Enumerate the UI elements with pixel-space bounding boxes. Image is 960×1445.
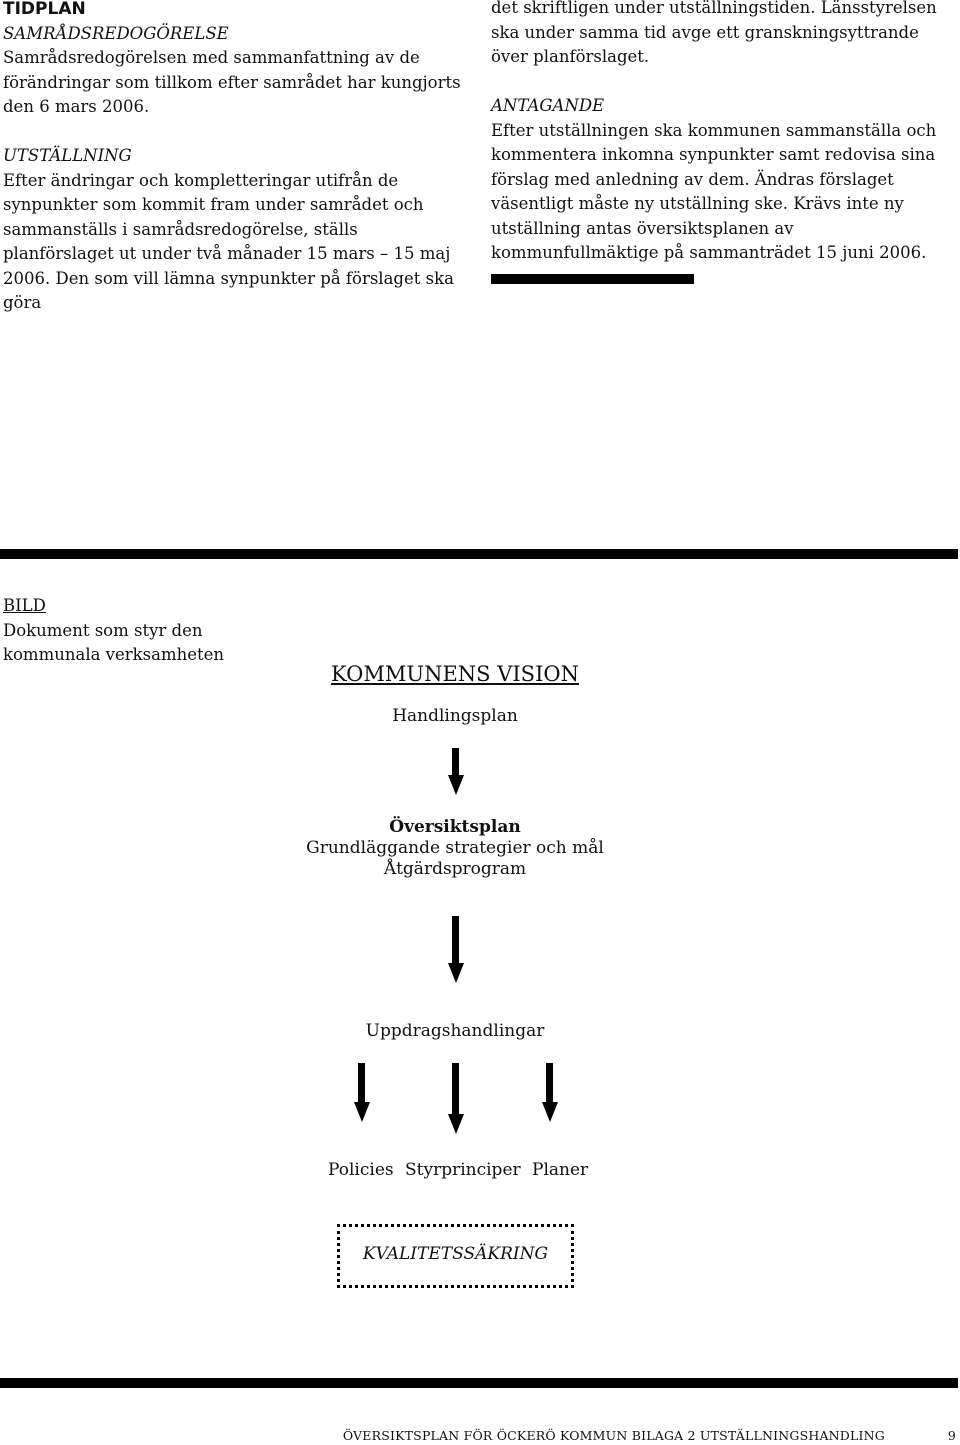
right-column xyxy=(491,0,957,266)
left-column xyxy=(3,0,473,316)
antagande-text: Efter utställningen ska kommunen sammanställa och kommentera inkomna synpunkter samt redovisa sina förslag med anledning av dem. Ändras förslaget väsentligt måste ny utställning ske. Krävs inte ny utställning antas översiktsplanen av kommunfullmäktige på sammanträdet 15 juni 2006. xyxy=(491,120,937,262)
uppdragshandlingar-label: Uppdragshandlingar xyxy=(365,1021,545,1041)
planer-label: Planer xyxy=(532,1160,589,1180)
utstallning-continued-text: det skriftligen under utställningstiden. Länsstyrelsen ska under samma tid avge ett granskningsyttrande över planförslaget. xyxy=(491,0,937,66)
footer-title: ÖVERSIKTSPLAN FÖR ÖCKERÖ KOMMUN BILAGA 2 UTSTÄLLNINGSHANDLING xyxy=(342,1428,885,1443)
bottom-divider xyxy=(0,1378,958,1388)
atgardsprogram-label: Åtgärdsprogram xyxy=(383,859,527,879)
styrprinciper-label: Styrprinciper xyxy=(405,1160,521,1180)
kvalitetssakring-label: KVALITETSSÄKRING xyxy=(362,1244,549,1264)
samrad-text: Samrådsredogörelsen med sammanfattning av de förändringar som tillkom efter samrådet har kungjorts den 6 mars 2006. xyxy=(3,48,461,116)
top-divider xyxy=(0,549,958,559)
policies-label: Policies xyxy=(328,1160,394,1180)
handlingsplan-label: Handlingsplan xyxy=(392,706,518,726)
section-end-bar xyxy=(491,274,694,284)
utstallning-heading: UTSTÄLLNING xyxy=(3,146,132,165)
figure-caption xyxy=(3,594,233,668)
strategier-label: Grundläggande strategier och mål xyxy=(306,838,604,858)
page-number: 9 xyxy=(947,1428,956,1443)
antagande-heading: ANTAGANDE xyxy=(491,96,605,115)
oversiktsplan-label: Översiktsplan xyxy=(389,817,521,837)
vision-title: KOMMUNENS VISION xyxy=(331,662,579,686)
samrad-heading: SAMRÅDSREDOGÖRELSE xyxy=(3,23,229,43)
section-title: TIDPLAN xyxy=(3,0,86,19)
utstallning-text: Efter ändringar och kompletteringar utifrån de synpunkter som kommit fram under samrådet och sammanställs i samrådsredogörelse, ställs planförslaget ut under två månader 15 mars – 15 maj 2006. Den som vill lämna synpunkter på förslaget ska göra xyxy=(3,170,454,312)
figure-label: BILD xyxy=(3,596,46,615)
figure-description: Dokument som styr den kommunala verksamheten xyxy=(3,620,225,664)
